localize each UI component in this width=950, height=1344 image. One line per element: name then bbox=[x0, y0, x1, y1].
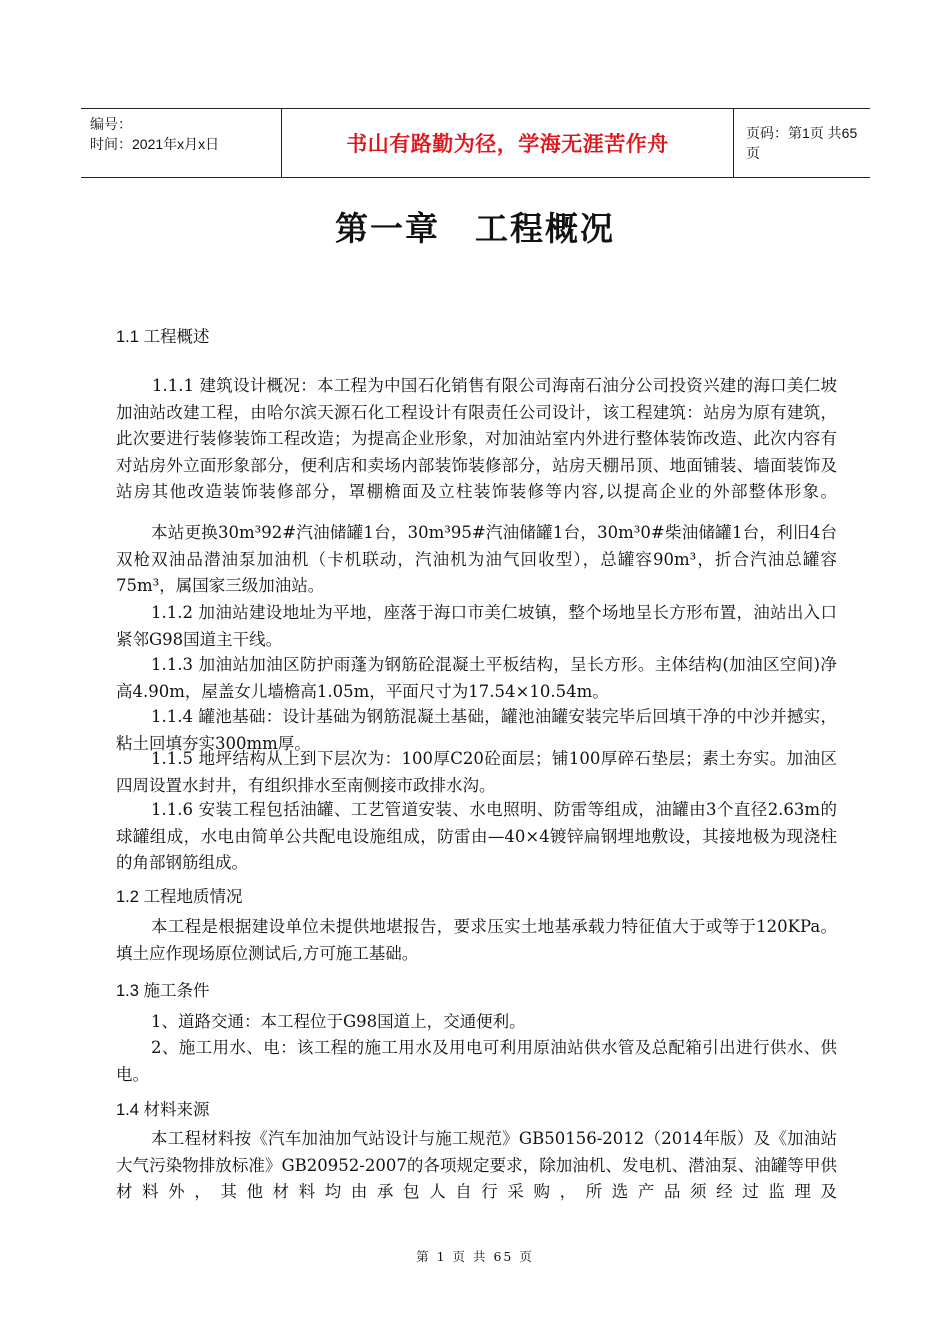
paragraph: 本工程材料按《汽车加油加气站设计与施工规范》GB50156-2012（2014年版）及《加油站大气污染物排放标准》GB20952-2007的各项规定要求，除加油机、发电机、潜油泵、油罐等甲供材料外，其他材料均由承包人自行采购，所选产品须经过监理及 bbox=[116, 1129, 837, 1201]
paragraph: 1.1.3 加油站加油区防护雨蓬为钢筋砼混凝土平板结构，呈长方形。主体结构(加油区空间)净高4.90m，屋盖女儿墙檐高1.05m，平面尺寸为17.54×10.54m。 bbox=[116, 655, 837, 701]
document-date: 时间：2021年x月x日 bbox=[90, 136, 220, 152]
header-page-info: 页码：第1页 共65页 bbox=[746, 125, 858, 161]
document-number-label: 编号： bbox=[90, 116, 132, 132]
paragraph: 1.1.5 地坪结构从上到下层次为：100厚C20砼面层；铺100厚碎石垫层；素土夯实。加油区四周设置水封井，有组织排水至南侧接市政排水沟。 bbox=[116, 749, 837, 795]
header-meta bbox=[81, 109, 282, 177]
paragraph: 2、施工用水、电：该工程的施工用水及用电可利用原油站供水管及总配箱引出进行供水、供电。 bbox=[116, 1038, 837, 1084]
paragraph: 1、道路交通：本工程位于G98国道上，交通便利。 bbox=[151, 1012, 526, 1031]
paragraph: 本工程是根据建设单位未提供地堪报告，要求压实土地基承载力特征值大于或等于120KPa。填土应作现场原位测试后,方可施工基础。 bbox=[116, 917, 837, 963]
header-motto: 书山有路勤为径，学海无涯苦作舟 bbox=[282, 109, 734, 177]
section-heading: 1.1 工程概述 bbox=[116, 328, 210, 346]
paragraph: 1.1.2 加油站建设地址为平地，座落于海口市美仁坡镇，整个场地呈长方形布置，油站出入口紧邻G98国道主干线。 bbox=[116, 603, 837, 649]
section-heading: 1.2 工程地质情况 bbox=[116, 888, 243, 906]
section-heading: 1.3 施工条件 bbox=[116, 982, 210, 1000]
paragraph: 本站更换30m³92#汽油储罐1台，30m³95#汽油储罐1台，30m³0#柴油储罐1台，利旧4台双枪双油品潜油泵加油机（卡机联动，汽油机为油气回收型），总罐容90m³，折合汽油总罐容75m³，属国家三级加油站。 bbox=[116, 523, 837, 595]
page-footer: 第 1 页 共 65 页 bbox=[416, 1249, 534, 1264]
document-header bbox=[81, 108, 870, 178]
paragraph: 1.1.4 罐池基础：设计基础为钢筋混凝土基础，罐池油罐安装完毕后回填干净的中沙并撼实，粘土回填夯实300mm厚。 bbox=[116, 707, 837, 753]
section-heading: 1.4 材料来源 bbox=[116, 1101, 210, 1119]
chapter-title: 第一章 工程概况 bbox=[335, 209, 615, 248]
paragraph: 1.1.6 安装工程包括油罐、工艺管道安装、水电照明、防雷等组成，油罐由3个直径2.63m的球罐组成，水电由简单公共配电设施组成，防雷由—40×4镀锌扁钢埋地敷设，其接地极为现浇柱的角部钢筋组成。 bbox=[116, 800, 837, 872]
paragraph: 1.1.1 建筑设计概况：本工程为中国石化销售有限公司海南石油分公司投资兴建的海口美仁坡加油站改建工程，由哈尔滨天源石化工程设计有限责任公司设计，该工程建筑：站房为原有建筑，此次要进行装修装饰工程改造；为提高企业形象，对加油站室内外进行整体装饰改造、此次内容有对站房外立面形象部分，便利店和卖场内部装饰装修部分，站房天棚吊顶、地面铺装、墙面装饰及站房其他改造装饰装修部分，罩棚檐面及立柱装饰装修等内容,以提高企业的外部整体形象。 bbox=[116, 376, 837, 501]
